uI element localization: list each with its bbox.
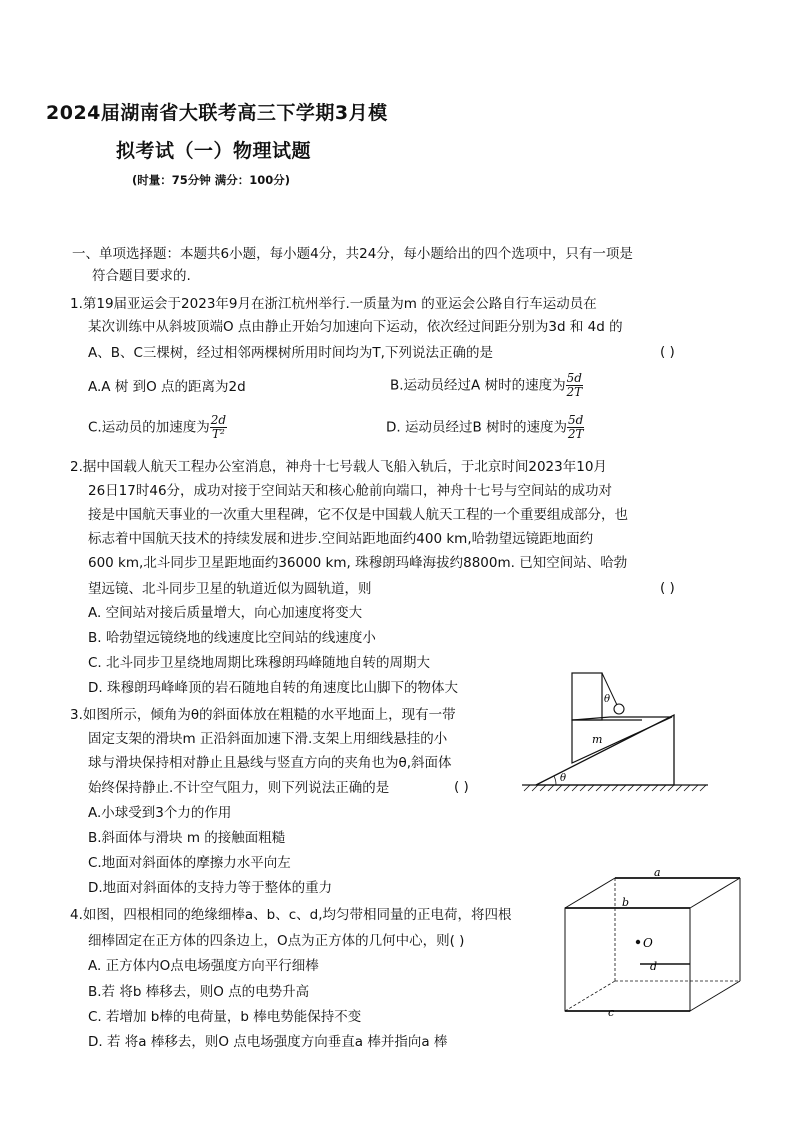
q3-option-a: A.小球受到3个力的作用 [88,805,232,821]
incline-angle-label: θ [560,773,567,784]
rod-c-label: c [608,1006,615,1016]
q1-line-3: A、B、C三棵树，经过相邻两棵树所用时间均为T,下列说法正确的是 [88,345,493,361]
q2-option-d: D. 珠穆朗玛峰峰顶的岩石随地自转的角速度比山脚下的物体大 [88,680,458,696]
q1-option-a: A.A 树 到O 点的距离为2d [88,379,246,395]
q2-option-b: B. 哈勃望远镜绕地的线速度比空间站的线速度小 [88,630,376,646]
q3-line-1: 3.如图所示，倾角为θ的斜面体放在粗糙的水平地面上，现有一带 [70,707,456,723]
q2-line-5: 600 km,北斗同步卫星距地面约36000 km, 珠穆朗玛峰海拔约8800m. 已知空间站、哈勃 [88,555,628,571]
q4-option-b: B.若 将b 棒移去，则O 点的电势升高 [88,984,310,1000]
slider-mass-label: m [592,733,603,746]
q1-line-1: 1.第19届亚运会于2023年9月在浙江杭州举行.一质量为m 的亚运会公路自行车运动员在 [70,296,597,312]
q4-option-d: D. 若 将a 棒移去，则O 点电场强度方向垂直a 棒并指向a 棒 [88,1034,448,1050]
q3-line-4: 始终保持静止.不计空气阻力，则下列说法正确的是 [88,780,390,796]
q2-line-6: 望远镜、北斗同步卫星的轨道近似为圆轨道，则 [88,581,372,597]
q3-line-2: 固定支架的滑块m 正沿斜面加速下滑.支架上用细线悬挂的小 [88,731,448,747]
center-o-label: O [643,936,653,950]
q2-option-a: A. 空间站对接后质量增大，向心加速度将变大 [88,605,363,621]
q3-answer-blank: ( ) [454,779,469,795]
q3-option-c: C.地面对斜面体的摩擦力水平向左 [88,855,291,871]
paper-title-line2: 拟考试（一）物理试题 [116,140,312,162]
q1-answer-blank: ( ) [660,344,675,360]
center-point-o [636,940,640,944]
exam-meta: (时量：75分钟 满分：100分) [132,173,291,187]
q1-option-b-fraction: $\frac{5d}{2T}$ [566,371,583,399]
q3-option-d: D.地面对斜面体的支持力等于整体的重力 [88,880,333,896]
q4-line-2: 细棒固定在正方体的四条边上，O点为正方体的几何中心，则( ) [88,933,465,949]
q2-answer-blank: ( ) [660,580,675,596]
slider-block [572,717,672,763]
q1-option-d: D. 运动员经过B 树时的速度为 $\frac{5d}{2T}$ [386,413,584,441]
string-angle-label: θ [604,694,611,705]
q4-cube-figure [550,866,750,1016]
rod-b-label: b [622,896,630,909]
q2-line-4: 标志着中国航天技术的持续发展和进步.空间站距地面约400 km,哈勃望远镜距地面约 [88,531,594,547]
q2-option-c: C. 北斗同步卫星绕地周期比珠穆朗玛峰随地自转的周期大 [88,655,431,671]
q1-option-c-fraction: $\frac{2d}{\text{T²}}$ [210,413,227,441]
paper-title-line1: 2024届湖南省大联考高三下学期3月模 [46,102,388,124]
q1-option-c: C.运动员的加速度为 $\frac{2d}{\text{T²}}$ [88,413,227,441]
q4-option-a: A. 正方体内O点电场强度方向平行细棒 [88,958,319,974]
q3-option-b: B.斜面体与滑块 m 的接触面粗糙 [88,830,286,846]
q4-line-1: 4.如图，四根相同的绝缘细棒a、b、c、d,均匀带相同量的正电荷，将四根 [70,907,512,923]
rod-a-label: a [654,866,661,879]
q4-option-c: C. 若增加 b棒的电荷量，b 棒电势能保持不变 [88,1009,362,1025]
q1-line-2: 某次训练中从斜坡顶端O 点由静止开始匀加速向下运动，依次经过间距分别为3d 和 4d 的 [88,319,623,335]
q2-line-3: 接是中国航天事业的一次重大里程碑，它不仅是中国载人航天工程的一个重要组成部分，也 [88,507,628,523]
section-heading-cont: 符合题目要求的. [92,268,191,284]
section-heading: 一、单项选择题：本题共6小题，每小题4分，共24分，每小题给出的四个选项中，只有一项是 [72,246,633,262]
q2-line-1: 2.据中国载人航天工程办公室消息，神舟十七号载人飞船入轨后，于北京时间2023年10月 [70,459,607,475]
hanging-ball [614,704,624,714]
q2-line-2: 26日17时46分，成功对接于空间站天和核心舱前向端口，神舟十七号与空间站的成功对 [88,483,613,499]
ground-hatching [524,785,706,791]
q3-incline-figure [512,665,712,795]
rod-d-label: d [650,960,658,973]
q1-option-d-fraction: $\frac{5d}{2T}$ [567,413,584,441]
slider-stand [572,673,602,720]
q3-line-3: 球与滑块保持相对静止且悬线与竖直方向的夹角也为θ,斜面体 [88,755,452,771]
q1-option-b: B.运动员经过A 树时的速度为 $\frac{5d}{2T}$ [390,371,583,399]
